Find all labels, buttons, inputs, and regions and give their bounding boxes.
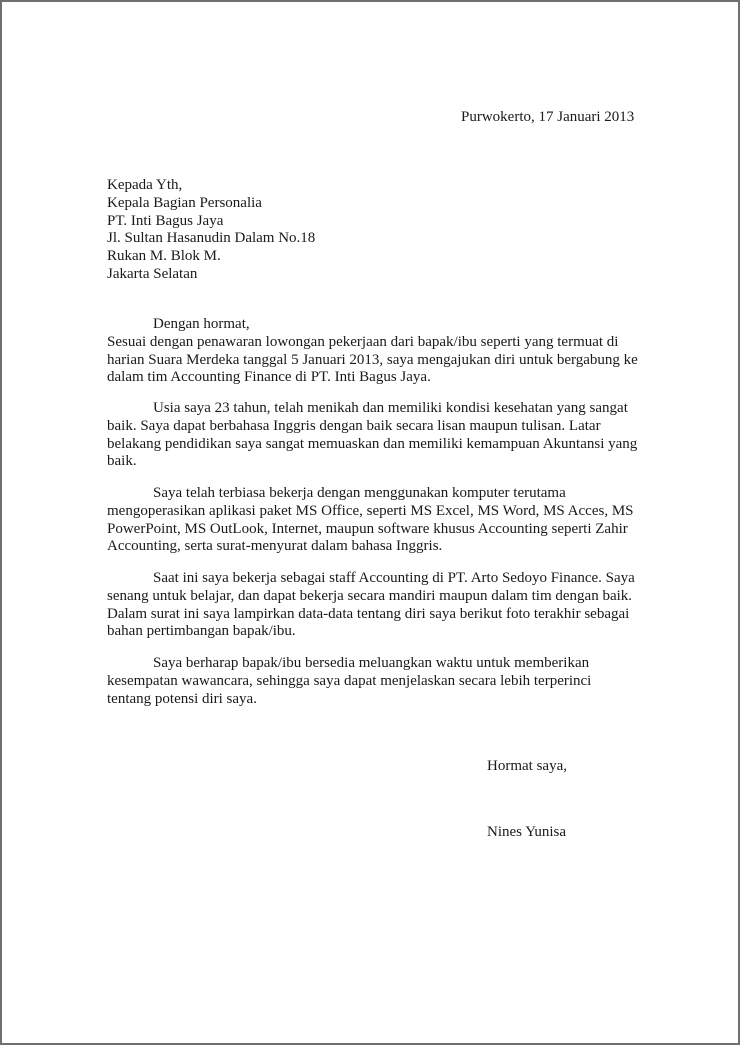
paragraph-line: Dalam surat ini saya lampirkan data-data tentang diri saya berikut foto terakhir sebagai <box>107 605 630 622</box>
paragraph-line: PowerPoint, MS OutLook, Internet, maupun software khusus Accounting seperti Zahir <box>107 520 628 537</box>
paragraph-line: bahan pertimbangan bapak/ibu. <box>107 623 296 640</box>
paragraph-line: Usia saya 23 tahun, telah menikah dan memiliki kondisi kesehatan yang sangat <box>153 400 628 416</box>
paragraph-1 <box>107 316 638 387</box>
recipient-line: Jl. Sultan Hasanudin Dalam No.18 <box>107 230 316 247</box>
paragraph-line: Saat ini saya bekerja sebagai staff Accounting di PT. Arto Sedoyo Finance. Saya <box>153 570 635 586</box>
place-date: Purwokerto, 17 Januari 2013 <box>461 109 635 125</box>
recipient-line: Kepala Bagian Personalia <box>107 194 262 211</box>
recipient-line: Kepada Yth, <box>107 177 183 193</box>
paragraph-line: Accounting, serta surat-menyurat dalam bahasa Inggris. <box>107 538 443 555</box>
paragraph-line: senang untuk belajar, dan dapat bekerja secara mandiri maupun dalam tim dengan baik. <box>107 587 633 604</box>
paragraph-3 <box>107 485 634 556</box>
paragraph-line: Saya berharap bapak/ibu bersedia meluangkan waktu untuk memberikan <box>153 655 590 671</box>
paragraph-line: belakang pendidikan saya sangat memuaskan dan memiliki kemampuan Akuntansi yang <box>107 435 638 452</box>
recipient-line: Jakarta Selatan <box>107 265 198 282</box>
recipient-line: PT. Inti Bagus Jaya <box>107 212 224 229</box>
signer-name: Nines Yunisa <box>487 824 567 840</box>
paragraph-line: kesempatan wawancara, sehingga saya dapat menjelaskan secara lebih terperinci <box>107 672 592 689</box>
paragraph-line: tentang potensi diri saya. <box>107 690 257 707</box>
salutation: Dengan hormat, <box>153 316 250 332</box>
paragraph-line: harian Suara Merdeka tanggal 5 Januari 2013, saya mengajukan diri untuk bergabung ke <box>107 351 638 368</box>
paragraph-4 <box>107 570 635 641</box>
paragraph-line: dalam tim Accounting Finance di PT. Inti Bagus Jaya. <box>107 369 431 386</box>
paragraph-line: baik. Saya dapat berbahasa Inggris dengan baik secara lisan maupun tulisan. Latar <box>107 417 601 434</box>
closing: Hormat saya, <box>487 758 567 774</box>
paragraph-line: Sesuai dengan penawaran lowongan pekerjaan dari bapak/ibu seperti yang termuat di <box>107 333 619 350</box>
paragraph-line: mengoperasikan aplikasi paket MS Office, seperti MS Excel, MS Word, MS Acces, MS <box>107 502 634 519</box>
paragraph-5 <box>107 655 591 708</box>
paragraph-line: Saya telah terbiasa bekerja dengan menggunakan komputer terutama <box>153 485 566 501</box>
paragraph-line: baik. <box>107 453 137 470</box>
paragraph-2 <box>107 400 637 471</box>
recipient-line: Rukan M. Blok M. <box>107 248 221 265</box>
recipient-block <box>107 177 315 284</box>
